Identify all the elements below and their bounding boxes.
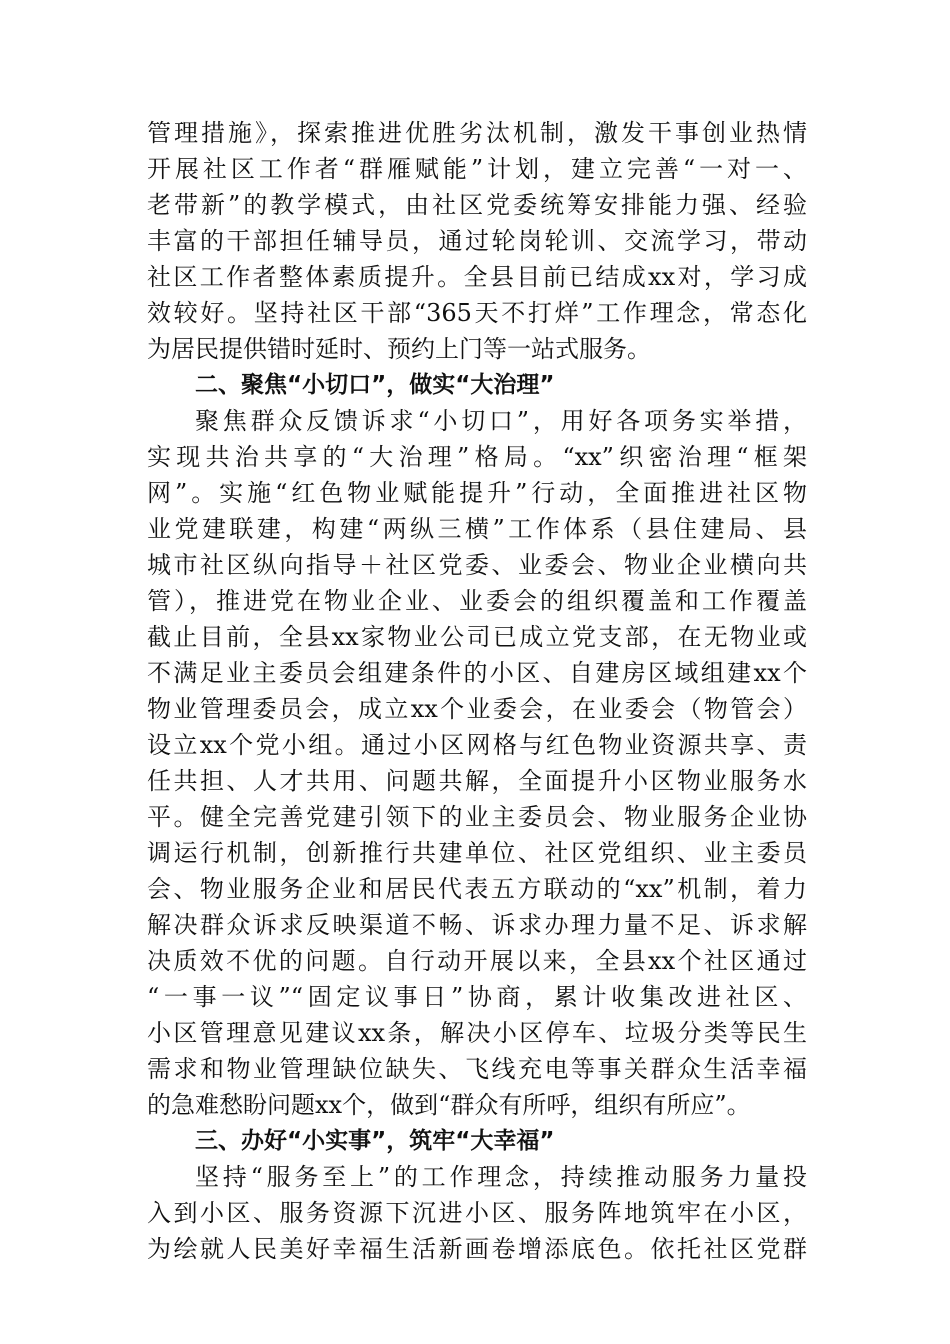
text-line: 实现共治共享的“大治理”格局。“xx”织密治理“框架 xyxy=(147,443,807,471)
text-line: 效较好。坚持社区干部“365天不打烊”工作理念，常态化 xyxy=(147,299,807,327)
paragraph-section3 xyxy=(147,1159,807,1267)
text-line: 任共担、人才共用、问题共解，全面提升小区物业服务水 xyxy=(147,767,807,795)
text-line: 解决群众诉求反映渠道不畅、诉求办理力量不足、诉求解 xyxy=(147,911,807,939)
text-line: 管），推进党在物业企业、业委会的组织覆盖和工作覆盖 xyxy=(147,587,807,615)
section-heading-2: 二、聚焦“小切口”，做实“大治理” xyxy=(195,372,555,398)
text-line: 开展社区工作者“群雁赋能”计划，建立完善“一对一、 xyxy=(147,155,807,183)
text-line: 设立xx个党小组。通过小区网格与红色物业资源共享、责 xyxy=(147,731,807,759)
text-line: 丰富的干部担任辅导员，通过轮岗轮训、交流学习，带动 xyxy=(147,227,807,255)
text-line: 截止目前，全县xx家物业公司已成立党支部，在无物业或 xyxy=(147,623,807,651)
text-line: 社区工作者整体素质提升。全县目前已结成xx对，学习成 xyxy=(147,263,807,291)
text-line: 调运行机制，创新推行共建单位、社区党组织、业主委员 xyxy=(147,839,807,867)
text-line: 为居民提供错时延时、预约上门等一站式服务。 xyxy=(147,335,651,363)
text-line: 聚焦群众反馈诉求“小切口”，用好各项务实举措， xyxy=(195,407,807,435)
text-line: 不满足业主委员会组建条件的小区、自建房区域组建xx个 xyxy=(147,659,807,687)
text-line: 物业管理委员会，成立xx个业委会，在业委会（物管会） xyxy=(147,695,807,723)
text-line: 决质效不优的问题。自行动开展以来，全县xx个社区通过 xyxy=(147,947,807,975)
section-heading-3: 三、办好“小实事”，筑牢“大幸福” xyxy=(195,1128,555,1154)
paragraph-section1-tail xyxy=(147,115,807,367)
text-line: 的急难愁盼问题xx个，做到“群众有所呼，组织有所应”。 xyxy=(147,1091,751,1119)
text-line: 管理措施》，探索推进优胜劣汰机制，激发干事创业热情 xyxy=(147,119,807,147)
text-line: 老带新”的教学模式，由社区党委统筹安排能力强、经验 xyxy=(147,191,807,219)
text-line: 网”。实施“红色物业赋能提升”行动，全面推进社区物 xyxy=(147,479,807,507)
text-line: 平。健全完善党建引领下的业主委员会、物业服务企业协 xyxy=(147,803,807,831)
body-text xyxy=(147,115,807,1267)
text-line: 需求和物业管理缺位缺失、飞线充电等事关群众生活幸福 xyxy=(147,1055,807,1083)
text-line: 小区管理意见建议xx条，解决小区停车、垃圾分类等民生 xyxy=(147,1019,807,1047)
text-line: 入到小区、服务资源下沉进小区、服务阵地筑牢在小区， xyxy=(147,1199,807,1227)
text-line: “一事一议”“固定议事日”协商，累计收集改进社区、 xyxy=(147,983,807,1011)
text-line: 业党建联建，构建“两纵三横”工作体系（县住建局、县 xyxy=(147,515,807,543)
text-line: 会、物业服务企业和居民代表五方联动的“xx”机制，着力 xyxy=(147,875,807,903)
text-line: 坚持“服务至上”的工作理念，持续推动服务力量投 xyxy=(195,1163,807,1191)
text-line: 为绘就人民美好幸福生活新画卷增添底色。依托社区党群 xyxy=(147,1235,807,1263)
text-line: 城市社区纵向指导＋社区党委、业委会、物业企业横向共 xyxy=(147,551,807,579)
paragraph-section2 xyxy=(147,403,807,1123)
